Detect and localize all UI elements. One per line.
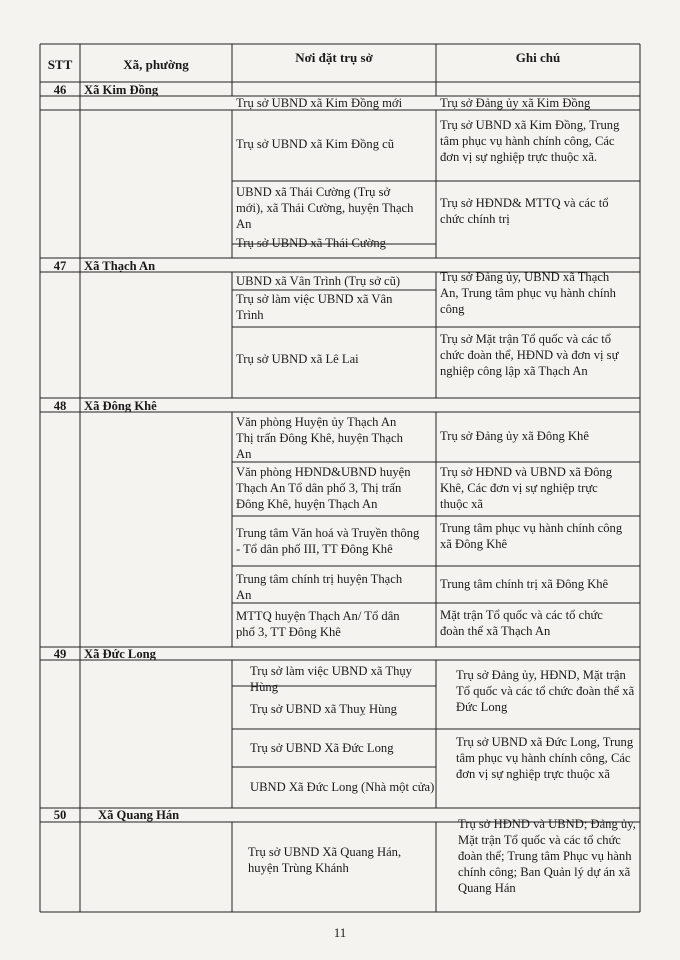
group-46-row-4: Trụ sở UBND xã Thái Cường: [236, 236, 386, 250]
group-48-row-4: Trung tâm chính trị huyện Thạch An: [236, 572, 403, 602]
group-47-row-2: Trụ sở làm việc UBND xã Vân Trình: [236, 292, 393, 322]
group-48-stt: 48: [53, 399, 67, 413]
group-46-row-3: UBND xã Thái Cường (Trụ sở mới), xã Thái Cường, huyện Thạch An: [236, 185, 414, 231]
header-stt: STT: [47, 57, 73, 72]
group-49-note-1: Trụ sở Đảng ủy, HĐND, Mặt trận Tổ quốc và các tổ chức đoàn thể xã Đức Long: [456, 668, 635, 714]
group-48-row-2: Văn phòng HĐND&UBND huyện Thạch An Tổ dân phố 3, Thị trấn Đông Khê, huyện Thạch An: [236, 465, 411, 511]
page-number: 11: [333, 925, 347, 940]
group-46-note-3: Trụ sở HĐND& MTTQ và các tổ chức chính trị: [440, 196, 609, 226]
header-noi-dat-tru-so: Nơi đặt trụ sở: [295, 50, 373, 65]
group-49-note-2: Trụ sở UBND xã Đức Long, Trung tâm phục vụ hành chính công, Các đơn vị sự nghiệp trực thuộc xã: [456, 735, 634, 781]
group-48-row-1: Văn phòng Huyện ủy Thạch An Thị trấn Đông Khê, huyện Thạch An: [236, 415, 403, 461]
group-48-row-5: MTTQ huyện Thạch An/ Tổ dân phố 3, TT Đông Khê: [236, 609, 400, 639]
group-46-note-2: Trụ sở UBND xã Kim Đồng, Trung tâm phục vụ hành chính công, Các đơn vị sự nghiệp trực thuộc xã.: [440, 118, 620, 164]
header-xa-phuong: Xã, phường: [123, 57, 189, 72]
group-48-note-3: Trung tâm phục vụ hành chính công xã Đông Khê: [440, 521, 623, 551]
group-50-stt: 50: [53, 808, 67, 822]
group-47-name: Xã Thạch An: [84, 259, 156, 273]
group-50-row-1: Trụ sở UBND Xã Quang Hán, huyện Trùng Khánh: [248, 845, 402, 875]
group-46-stt: 46: [53, 83, 67, 97]
group-50-note-1: Trụ sở HĐND và UBND; Đảng ủy, Mặt trận Tổ quốc và các tổ chức đoàn thể; Trung tâm Phục vụ hành chính công; Ban Quản lý dự án xã Quang Hán: [458, 817, 636, 895]
group-47-row-1: UBND xã Vân Trình (Trụ sở cũ): [236, 274, 401, 288]
group-48-name: Xã Đông Khê: [84, 399, 157, 413]
group-49-row-3: Trụ sở UBND Xã Đức Long: [250, 741, 394, 755]
group-47-note-2: Trụ sở Mặt trận Tổ quốc và các tổ chức đoàn thể, HĐND và đơn vị sự nghiệp công lập xã Thạch An: [440, 332, 619, 378]
group-49-row-4: UBND Xã Đức Long (Nhà một cửa): [250, 780, 435, 794]
group-48-row-3: Trung tâm Văn hoá và Truyền thông - Tổ dân phố III, TT Đông Khê: [236, 526, 420, 556]
group-47-row-3: Trụ sở UBND xã Lê Lai: [236, 352, 359, 366]
group-47-note-1: Trụ sở Đảng ủy, UBND xã Thạch An, Trung tâm phục vụ hành chính công: [440, 270, 616, 316]
group-50-name: Xã Quang Hán: [98, 808, 180, 822]
group-49-name: Xã Đức Long: [84, 647, 156, 661]
group-48-note-5: Mặt trận Tổ quốc và các tổ chức đoàn thể xã Thạch An: [440, 608, 603, 638]
group-46-row-2: Trụ sở UBND xã Kim Đồng cũ: [236, 137, 395, 151]
group-49-row-2: Trụ sở UBND xã Thuỵ Hùng: [250, 702, 397, 716]
group-46-name: Xã Kim Đồng: [84, 83, 159, 97]
group-48-note-4: Trung tâm chính trị xã Đông Khê: [440, 577, 609, 591]
group-49-row-1: Trụ sở làm việc UBND xã Thụy Hùng: [250, 664, 412, 694]
group-48-note-1: Trụ sở Đảng ủy xã Đông Khê: [440, 429, 589, 443]
group-46-note-1: Trụ sở Đảng ủy xã Kim Đồng: [440, 96, 591, 110]
group-48-note-2: Trụ sở HĐND và UBND xã Đông Khê, Các đơn vị sự nghiệp trực thuộc xã: [440, 465, 613, 511]
group-49-stt: 49: [53, 647, 67, 661]
group-46-row-1: Trụ sở UBND xã Kim Đồng mới: [236, 96, 403, 110]
header-ghi-chu: Ghi chú: [515, 50, 561, 65]
group-47-stt: 47: [53, 259, 67, 273]
